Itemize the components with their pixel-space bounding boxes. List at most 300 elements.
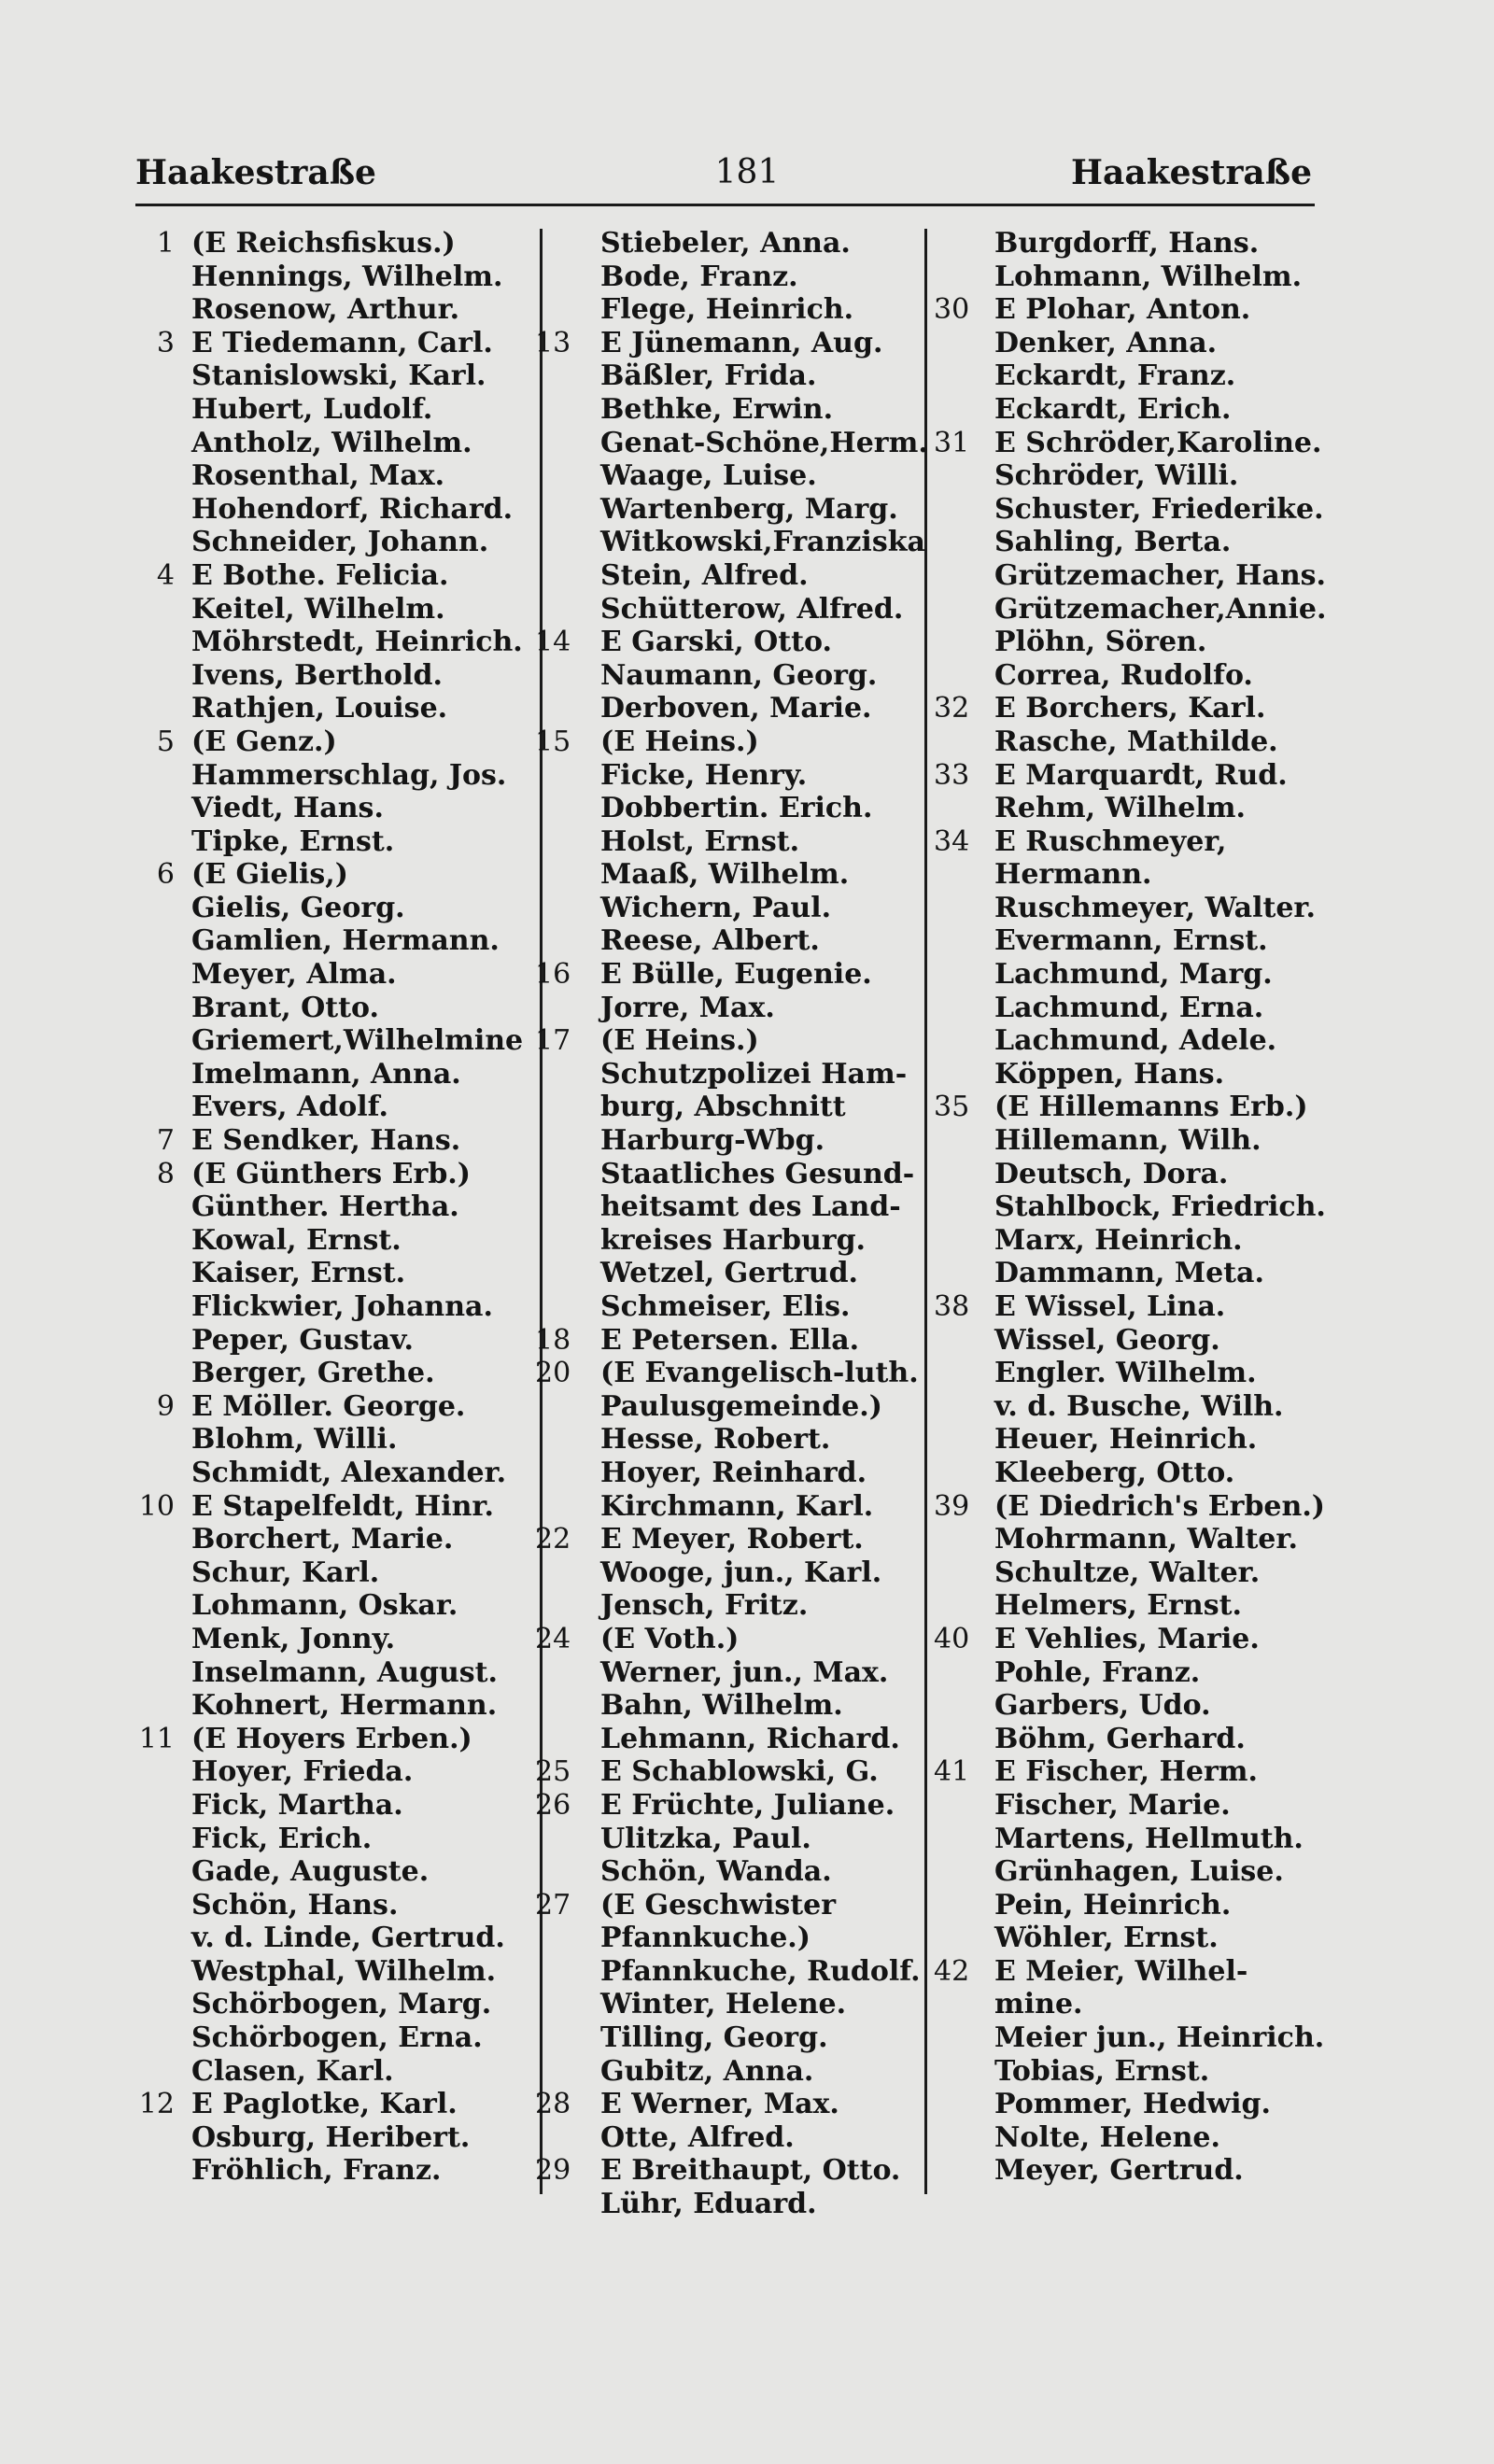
directory-entry [135, 227, 535, 260]
directory-entry [535, 2088, 932, 2121]
house-number: 30 [934, 293, 970, 327]
directory-entry [934, 659, 1326, 693]
directory-entry [535, 1390, 932, 1424]
resident-name: E Schablowski, G. [600, 1755, 879, 1789]
directory-entry [535, 393, 932, 427]
directory-entry [934, 359, 1326, 393]
house-number: 42 [934, 1954, 970, 1988]
resident-name: Schütterow, Alfred. [600, 592, 904, 626]
directory-entry [135, 792, 535, 825]
resident-name: v. d. Busche, Wilh. [994, 1389, 1284, 1423]
directory-entry [535, 593, 932, 627]
directory-entry [934, 1423, 1326, 1457]
directory-entry [535, 825, 932, 859]
resident-name: Fischer, Marie. [994, 1788, 1231, 1822]
resident-name: Flege, Heinrich. [600, 293, 854, 327]
house-number: 18 [535, 1323, 571, 1357]
resident-name: Nolte, Helene. [994, 2120, 1220, 2154]
directory-entry [135, 1357, 535, 1390]
page-number: 181 [714, 153, 780, 191]
directory-entry [135, 1390, 535, 1424]
resident-name: Flickwier, Johanna. [191, 1290, 493, 1323]
directory-entry [535, 1889, 932, 1922]
directory-entry [934, 892, 1326, 925]
directory-entry [934, 1024, 1326, 1058]
resident-name: Marx, Heinrich. [994, 1223, 1243, 1257]
directory-entry [135, 393, 535, 427]
directory-entry [535, 227, 932, 260]
resident-name: Grützemacher,Annie. [994, 592, 1327, 626]
resident-name: Kleeberg, Otto. [994, 1456, 1235, 1489]
resident-name: Keitel, Wilhelm. [191, 592, 445, 626]
resident-name: Rosenow, Arthur. [191, 293, 460, 327]
house-number: 22 [535, 1523, 571, 1556]
directory-entry [535, 1589, 932, 1623]
resident-name: Meyer, Alma. [191, 958, 397, 992]
resident-name: (E Heins.) [600, 1024, 759, 1058]
directory-entry [135, 1523, 535, 1556]
column-3 [934, 227, 1326, 2188]
resident-name: Fick, Erich. [191, 1822, 373, 1855]
directory-entry [135, 1988, 535, 2021]
house-number: 17 [535, 1024, 571, 1058]
resident-name: E Plohar, Anton. [994, 293, 1251, 327]
resident-name: Hohendorf, Richard. [191, 492, 514, 526]
resident-name: Schultze, Walter. [994, 1556, 1261, 1589]
directory-entry [934, 1556, 1326, 1590]
resident-name: Brant, Otto. [191, 991, 379, 1024]
resident-name: Möhrstedt, Heinrich. [191, 626, 523, 659]
house-number: 31 [934, 426, 970, 459]
resident-name: Stein, Alfred. [600, 558, 809, 592]
resident-name: Rehm, Wilhelm. [994, 792, 1246, 825]
resident-name: Schutzpolizei Ham- [600, 1057, 908, 1091]
directory-entry [535, 1823, 932, 1856]
directory-entry [135, 1290, 535, 1324]
resident-name: Hillemann, Wilh. [994, 1124, 1261, 1158]
resident-name: burg, Abschnitt [600, 1091, 846, 1124]
directory-entry [934, 792, 1326, 825]
resident-name: Osburg, Heribert. [191, 2120, 471, 2154]
directory-entry [934, 825, 1326, 859]
resident-name: Denker, Anna. [994, 326, 1218, 359]
resident-name: Lohmann, Oskar. [191, 1589, 458, 1623]
directory-entry [135, 459, 535, 493]
directory-entry [135, 1091, 535, 1124]
directory-entry [535, 792, 932, 825]
resident-name: (E Reichsfiskus.) [191, 227, 456, 260]
resident-name: Stiebeler, Anna. [600, 227, 851, 260]
resident-name: Garbers, Udo. [994, 1689, 1211, 1723]
directory-entry [135, 293, 535, 327]
resident-name: Wartenberg, Marg. [600, 492, 898, 526]
resident-name: Schörbogen, Marg. [191, 1988, 492, 2021]
directory-entry [535, 260, 932, 294]
directory-entry [135, 2055, 535, 2089]
house-number: 34 [934, 824, 970, 858]
house-number: 3 [156, 326, 175, 359]
resident-name: Fick, Martha. [191, 1788, 403, 1822]
directory-entry [934, 725, 1326, 759]
header-rule [135, 204, 1315, 206]
resident-name: Paulusgemeinde.) [600, 1389, 882, 1423]
house-number: 1 [156, 227, 175, 260]
directory-entry [135, 2121, 535, 2155]
resident-name: Kohnert, Hermann. [191, 1689, 498, 1723]
resident-name: heitsamt des Land- [600, 1190, 901, 1224]
resident-name: Evers, Adolf. [191, 1091, 388, 1124]
resident-name: Rathjen, Louise. [191, 692, 448, 725]
resident-name: Griemert,Wilhelmine [191, 1024, 524, 1058]
directory-entry [135, 260, 535, 294]
directory-entry [135, 1158, 535, 1191]
directory-entry [135, 725, 535, 759]
directory-entry [934, 1257, 1326, 1290]
resident-name: Waage, Luise. [600, 459, 817, 493]
directory-entry [934, 1823, 1326, 1856]
directory-entry [535, 1091, 932, 1124]
resident-name: Schröder, Willi. [994, 459, 1239, 493]
directory-entry [934, 2055, 1326, 2089]
resident-name: Deutsch, Dora. [994, 1157, 1229, 1190]
resident-name: Evermann, Ernst. [994, 924, 1268, 958]
directory-entry [934, 1755, 1326, 1789]
resident-name: Winter, Helene. [600, 1988, 847, 2021]
directory-entry [135, 593, 535, 627]
directory-entry [135, 1656, 535, 1690]
resident-name: Lehmann, Richard. [600, 1722, 900, 1755]
directory-entry [535, 1656, 932, 1690]
house-number: 39 [934, 1489, 970, 1523]
directory-entry [535, 427, 932, 460]
resident-name: E Vehlies, Marie. [994, 1622, 1260, 1655]
directory-entry [535, 1922, 932, 1955]
directory-entry [535, 2188, 932, 2221]
resident-name: (E Genz.) [191, 725, 337, 758]
resident-name: (E Günthers Erb.) [191, 1157, 471, 1190]
directory-entry [934, 1091, 1326, 1124]
directory-entry [934, 1623, 1326, 1656]
resident-name: Menk, Jonny. [191, 1622, 396, 1655]
resident-name: Wooge, jun., Karl. [600, 1556, 882, 1589]
resident-name: Inselmann, August. [191, 1655, 498, 1689]
resident-name: mine. [994, 1988, 1083, 2021]
resident-name: Peper, Gustav. [191, 1323, 414, 1357]
resident-name: Eckardt, Erich. [994, 392, 1232, 426]
resident-name: Gamlien, Hermann. [191, 924, 500, 958]
resident-name: kreises Harburg. [600, 1223, 866, 1257]
resident-name: Stanislowski, Karl. [191, 359, 486, 393]
directory-entry [535, 725, 932, 759]
directory-entry [934, 2154, 1326, 2188]
house-number: 13 [535, 326, 571, 359]
directory-entry [135, 1855, 535, 1889]
resident-name: E Bothe. Felicia. [191, 558, 449, 592]
house-number: 24 [535, 1622, 571, 1655]
resident-name: Engler. Wilhelm. [994, 1357, 1257, 1390]
directory-entry [934, 2088, 1326, 2121]
resident-name: Otte, Alfred. [600, 2120, 795, 2154]
house-number: 38 [934, 1290, 970, 1323]
resident-name: Pohle, Franz. [994, 1655, 1201, 1689]
directory-entry [934, 459, 1326, 493]
house-number: 12 [138, 2088, 175, 2121]
resident-name: Stahlbock, Friedrich. [994, 1190, 1326, 1224]
directory-entry [934, 227, 1326, 260]
resident-name: Wöhler, Ernst. [994, 1922, 1219, 1955]
resident-name: Hoyer, Frieda. [191, 1755, 414, 1789]
house-number: 41 [934, 1755, 970, 1789]
house-number: 7 [156, 1124, 175, 1158]
directory-entry [135, 626, 535, 659]
directory-entry [934, 593, 1326, 627]
directory-entry [535, 493, 932, 527]
resident-name: Hesse, Robert. [600, 1423, 831, 1457]
directory-entry [535, 1324, 932, 1358]
directory-entry [934, 493, 1326, 527]
resident-name: Gade, Auguste. [191, 1855, 430, 1889]
directory-entry [934, 260, 1326, 294]
resident-name: Blohm, Willi. [191, 1423, 398, 1457]
directory-entry [934, 2021, 1326, 2055]
resident-name: E Werner, Max. [600, 2088, 839, 2121]
resident-name: Grützemacher, Hans. [994, 558, 1327, 592]
directory-entry [934, 1855, 1326, 1889]
directory-entry [535, 2055, 932, 2089]
directory-entry [535, 1623, 932, 1656]
resident-name: Sahling, Berta. [994, 526, 1232, 559]
resident-name: Wichern, Paul. [600, 891, 832, 924]
resident-name: Hennings, Wilhelm. [191, 260, 503, 293]
resident-name: Hammerschlag, Jos. [191, 758, 507, 792]
resident-name: Bahn, Wilhelm. [600, 1689, 843, 1723]
resident-name: Witkowski,Franziska [600, 526, 925, 559]
directory-entry [535, 1290, 932, 1324]
resident-name: Mohrmann, Walter. [994, 1523, 1298, 1556]
resident-name: Dobbertin. Erich. [600, 792, 873, 825]
directory-entry [135, 1190, 535, 1224]
resident-name: Hubert, Ludolf. [191, 392, 433, 426]
resident-name: Meier jun., Heinrich. [994, 2021, 1325, 2055]
resident-name: E Sendker, Hans. [191, 1124, 461, 1158]
resident-name: E Jünemann, Aug. [600, 326, 883, 359]
resident-name: Grünhagen, Luise. [994, 1855, 1284, 1889]
directory-entry [934, 1490, 1326, 1524]
resident-name: (E Evangelisch-luth. [600, 1357, 919, 1390]
directory-entry [934, 1124, 1326, 1158]
resident-name: Borchert, Marie. [191, 1523, 454, 1556]
directory-entry [535, 1058, 932, 1091]
house-number: 4 [156, 558, 175, 592]
running-head-left: Haakestraße [135, 153, 376, 192]
directory-entry [934, 1589, 1326, 1623]
resident-name: Bode, Franz. [600, 260, 798, 293]
resident-name: Wetzel, Gertrud. [600, 1257, 859, 1290]
resident-name: E Fischer, Herm. [994, 1755, 1258, 1789]
resident-name: Kowal, Ernst. [191, 1223, 402, 1257]
resident-name: E Meier, Wilhel- [994, 1954, 1248, 1988]
directory-entry [535, 1224, 932, 1258]
resident-name: Reese, Albert. [600, 924, 820, 958]
directory-entry [934, 293, 1326, 327]
directory-entry [535, 1855, 932, 1889]
house-number: 26 [535, 1788, 571, 1822]
house-number: 11 [138, 1722, 175, 1755]
directory-entry [135, 958, 535, 992]
column-1 [135, 227, 535, 2188]
resident-name: Rasche, Mathilde. [994, 725, 1278, 758]
directory-entry [934, 992, 1326, 1025]
directory-entry [535, 359, 932, 393]
resident-name: Lachmund, Marg. [994, 958, 1273, 992]
resident-name: Martens, Hellmuth. [994, 1822, 1304, 1855]
directory-entry [135, 858, 535, 892]
directory-entry [934, 759, 1326, 793]
resident-name: (E Heins.) [600, 725, 759, 758]
directory-entry [535, 1024, 932, 1058]
directory-entry [535, 1457, 932, 1490]
resident-name: Genat-Schöne,Herm. [600, 426, 928, 459]
directory-entry [934, 1789, 1326, 1823]
resident-name: Rosenthal, Max. [191, 459, 445, 493]
directory-entry [934, 1689, 1326, 1723]
directory-entry [535, 293, 932, 327]
directory-entry [135, 1922, 535, 1955]
directory-entry [934, 327, 1326, 360]
resident-name: Ficke, Henry. [600, 758, 808, 792]
directory-entry [934, 1723, 1326, 1756]
directory-entry [535, 1556, 932, 1590]
directory-entry [934, 1656, 1326, 1690]
directory-entry [934, 1889, 1326, 1922]
resident-name: Naumann, Georg. [600, 658, 878, 692]
directory-entry [535, 1523, 932, 1556]
directory-entry [535, 1755, 932, 1789]
resident-name: Tobias, Ernst. [994, 2054, 1210, 2088]
directory-entry [135, 1058, 535, 1091]
house-number: 6 [156, 858, 175, 892]
directory-entry [135, 427, 535, 460]
resident-name: Fröhlich, Franz. [191, 2154, 442, 2188]
resident-name: E Ruschmeyer, [994, 824, 1227, 858]
resident-name: (E Gielis,) [191, 858, 348, 892]
resident-name: Schön, Hans. [191, 1888, 399, 1922]
resident-name: Berger, Grethe. [191, 1357, 435, 1390]
resident-name: Kaiser, Ernst. [191, 1257, 406, 1290]
directory-entry [535, 327, 932, 360]
resident-name: (E Hillemanns Erb.) [994, 1091, 1308, 1124]
directory-entry [535, 892, 932, 925]
house-number: 8 [156, 1157, 175, 1190]
house-number: 28 [535, 2088, 571, 2121]
resident-name: E Meyer, Robert. [600, 1523, 864, 1556]
directory-entry [135, 1257, 535, 1290]
directory-entry [535, 459, 932, 493]
resident-name: Helmers, Ernst. [994, 1589, 1242, 1623]
resident-name: v. d. Linde, Gertrud. [191, 1922, 505, 1955]
resident-name: Pfannkuche.) [600, 1922, 810, 1955]
house-number: 32 [934, 692, 970, 725]
resident-name: Schneider, Johann. [191, 526, 489, 559]
resident-name: Tilling, Georg. [600, 2021, 828, 2055]
directory-entry [934, 1058, 1326, 1091]
resident-name: Werner, jun., Max. [600, 1655, 889, 1689]
directory-entry [535, 958, 932, 992]
directory-entry [934, 1224, 1326, 1258]
directory-entry [135, 1955, 535, 1989]
resident-name: Plöhn, Sören. [994, 626, 1207, 659]
house-number: 40 [934, 1622, 970, 1655]
directory-entry [535, 924, 932, 958]
directory-entry [135, 2154, 535, 2188]
resident-name: Holst, Ernst. [600, 824, 800, 858]
directory-entry [535, 1124, 932, 1158]
directory-entry [535, 659, 932, 693]
resident-name: Schur, Karl. [191, 1556, 380, 1589]
directory-entry [535, 858, 932, 892]
resident-name: Lachmund, Erna. [994, 991, 1264, 1024]
directory-entry [135, 526, 535, 559]
directory-entry [135, 1823, 535, 1856]
resident-name: Lühr, Eduard. [600, 2188, 817, 2221]
directory-entry [934, 1922, 1326, 1955]
resident-name: Harburg-Wbg. [600, 1124, 825, 1158]
resident-name: E Früchte, Juliane. [600, 1788, 895, 1822]
directory-entry [934, 1955, 1326, 1989]
directory-entry [934, 1158, 1326, 1191]
directory-entry [934, 1324, 1326, 1358]
directory-entry [535, 759, 932, 793]
house-number: 35 [934, 1091, 970, 1124]
resident-name: Derboven, Marie. [600, 692, 872, 725]
resident-name: Schmeiser, Elis. [600, 1290, 851, 1323]
directory-entry [934, 1988, 1326, 2021]
directory-entry [135, 1124, 535, 1158]
resident-name: Imelmann, Anna. [191, 1057, 461, 1091]
resident-name: Ulitzka, Paul. [600, 1822, 811, 1855]
page-header [0, 149, 1494, 196]
resident-name: Eckardt, Franz. [994, 359, 1236, 393]
resident-name: Burgdorff, Hans. [994, 227, 1260, 260]
directory-entry [135, 924, 535, 958]
resident-name: Viedt, Hans. [191, 792, 384, 825]
resident-name: E Paglotke, Karl. [191, 2088, 458, 2121]
resident-name: E Marquardt, Rud. [994, 758, 1288, 792]
directory-entry [135, 1623, 535, 1656]
directory-entry [934, 1190, 1326, 1224]
resident-name: Bäßler, Frida. [600, 359, 817, 393]
resident-name: Wissel, Georg. [994, 1323, 1220, 1357]
directory-entry [535, 526, 932, 559]
directory-entry [934, 924, 1326, 958]
resident-name: Schuster, Friederike. [994, 492, 1324, 526]
directory-entry [535, 1988, 932, 2021]
resident-name: (E Voth.) [600, 1622, 740, 1655]
resident-name: Clasen, Karl. [191, 2054, 394, 2088]
directory-entry [135, 1224, 535, 1258]
resident-name: Böhm, Gerhard. [994, 1722, 1246, 1755]
directory-entry [934, 559, 1326, 593]
directory-entry [934, 1357, 1326, 1390]
resident-name: Antholz, Wilhelm. [191, 426, 472, 459]
directory-entry [135, 1024, 535, 1058]
house-number: 15 [535, 725, 571, 758]
directory-entry [535, 1955, 932, 1989]
house-number: 14 [535, 626, 571, 659]
directory-entry [535, 2121, 932, 2155]
resident-name: (E Geschwister [600, 1888, 837, 1922]
house-number: 16 [535, 958, 571, 992]
